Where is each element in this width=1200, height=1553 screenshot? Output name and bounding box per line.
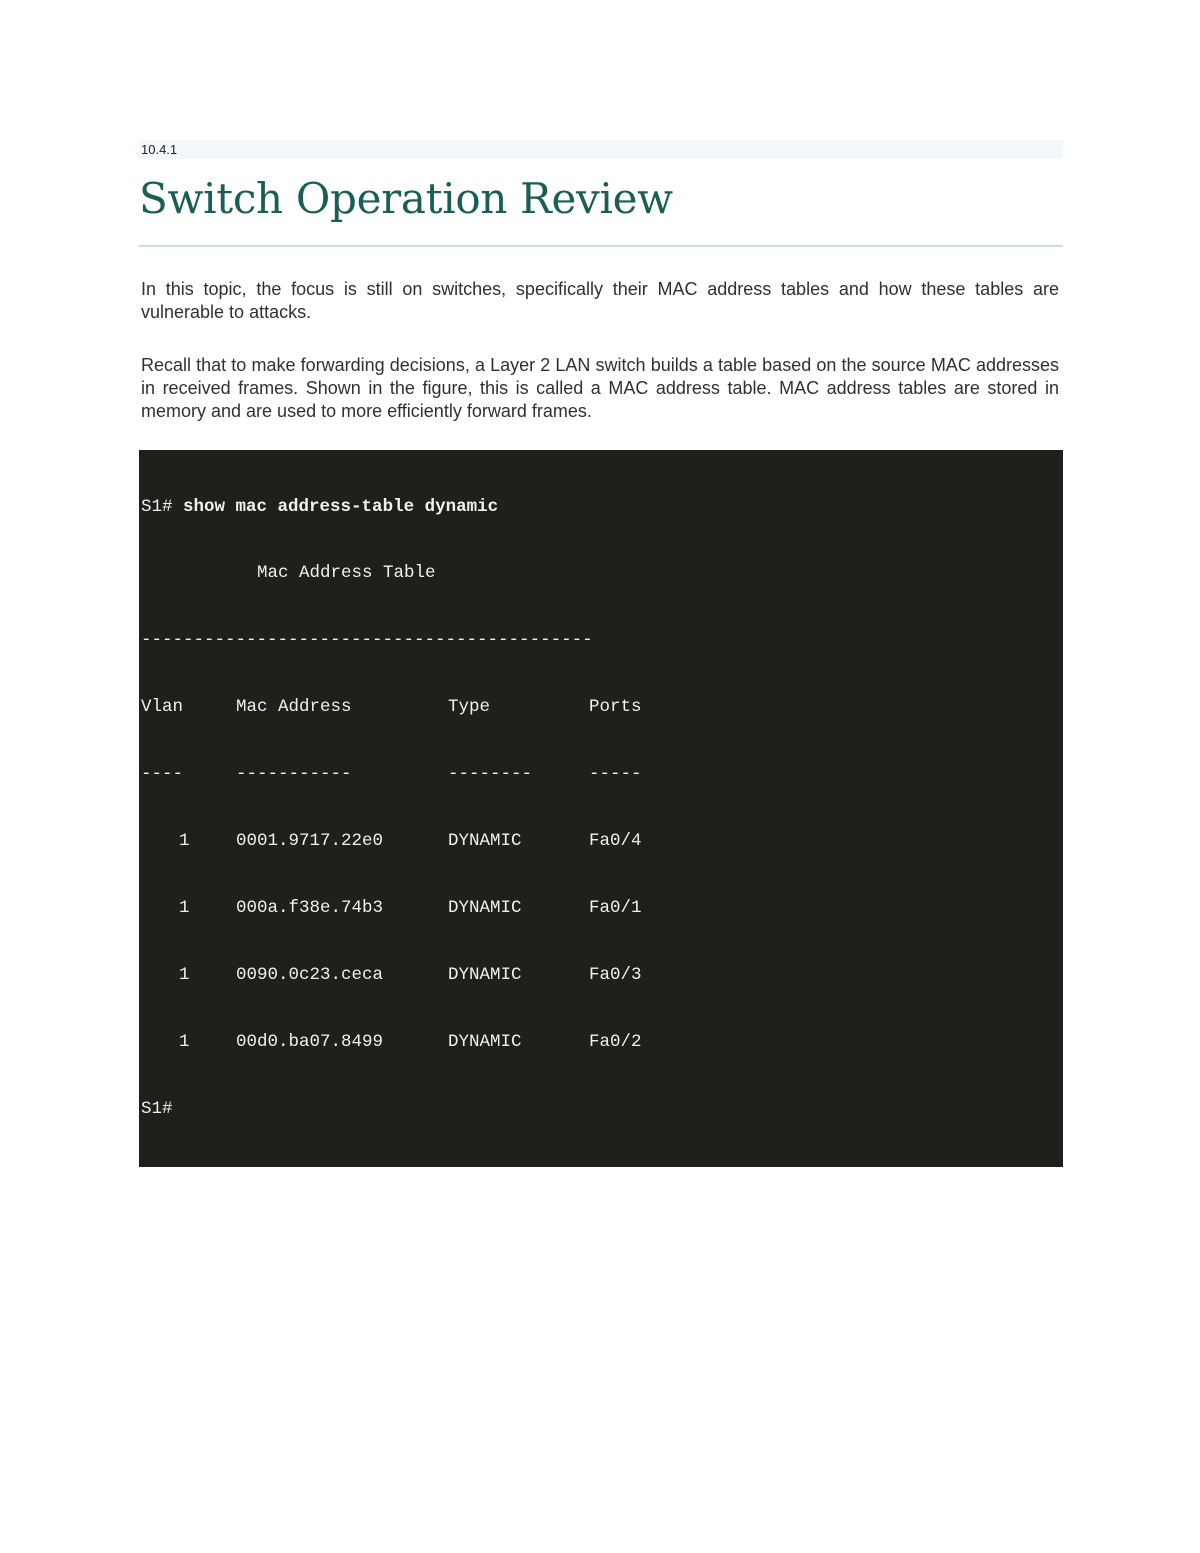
underline-mac-address: ----------- xyxy=(236,764,352,785)
row-vlan: 1 xyxy=(179,831,190,852)
row-port: Fa0/3 xyxy=(589,964,642,985)
row-mac: 0001.9717.22e0 xyxy=(236,831,384,852)
terminal-command-line xyxy=(141,496,1061,518)
mac-table-paragraph: Recall that to make forwarding decisions, a Layer 2 LAN switch builds a table based on the source MAC addresses in received frames. Shown in the figure, this is called a MAC address table. MAC address tables are stored in memory and are used to more efficiently forward frames. xyxy=(141,355,1059,421)
document-page xyxy=(139,140,1063,1167)
section-number: 10.4.1 xyxy=(139,140,1063,159)
row-type: DYNAMIC xyxy=(448,897,522,918)
row-vlan: 1 xyxy=(179,897,190,918)
table-row xyxy=(141,830,1061,852)
terminal-output xyxy=(139,450,1063,1167)
page-title: Switch Operation Review xyxy=(139,173,1063,247)
terminal-separator: ------------------------------------------- xyxy=(141,630,593,651)
header-mac-address: Mac Address xyxy=(236,697,352,718)
row-mac: 000a.f38e.74b3 xyxy=(236,897,384,918)
table-row xyxy=(141,1031,1061,1053)
header-type: Type xyxy=(448,697,491,718)
underline-type: -------- xyxy=(448,764,533,785)
row-type: DYNAMIC xyxy=(448,831,522,852)
terminal-final-prompt: S1# xyxy=(141,1098,173,1119)
underline-ports: ----- xyxy=(589,764,642,785)
header-ports: Ports xyxy=(589,697,642,718)
row-mac: 00d0.ba07.8499 xyxy=(236,1031,384,1052)
header-vlan: Vlan xyxy=(141,697,184,718)
row-type: DYNAMIC xyxy=(448,964,522,985)
terminal-header-underline-row xyxy=(141,763,1061,785)
intro-paragraph: In this topic, the focus is still on switches, specifically their MAC address tables and how these tables are vulnerable to attacks. xyxy=(141,279,1059,322)
terminal-table-title: Mac Address Table xyxy=(257,563,436,584)
table-row xyxy=(141,964,1061,986)
row-port: Fa0/4 xyxy=(589,831,642,852)
terminal-header-row xyxy=(141,696,1061,718)
row-vlan: 1 xyxy=(179,964,190,985)
underline-vlan: ---- xyxy=(141,764,184,785)
terminal-prompt: S1# xyxy=(141,496,173,517)
row-type: DYNAMIC xyxy=(448,1031,522,1052)
row-port: Fa0/1 xyxy=(589,897,642,918)
row-port: Fa0/2 xyxy=(589,1031,642,1052)
terminal-table-title-line xyxy=(141,562,1061,584)
table-row xyxy=(141,897,1061,919)
terminal-command: show mac address-table dynamic xyxy=(183,496,499,517)
row-mac: 0090.0c23.ceca xyxy=(236,964,384,985)
row-vlan: 1 xyxy=(179,1031,190,1052)
